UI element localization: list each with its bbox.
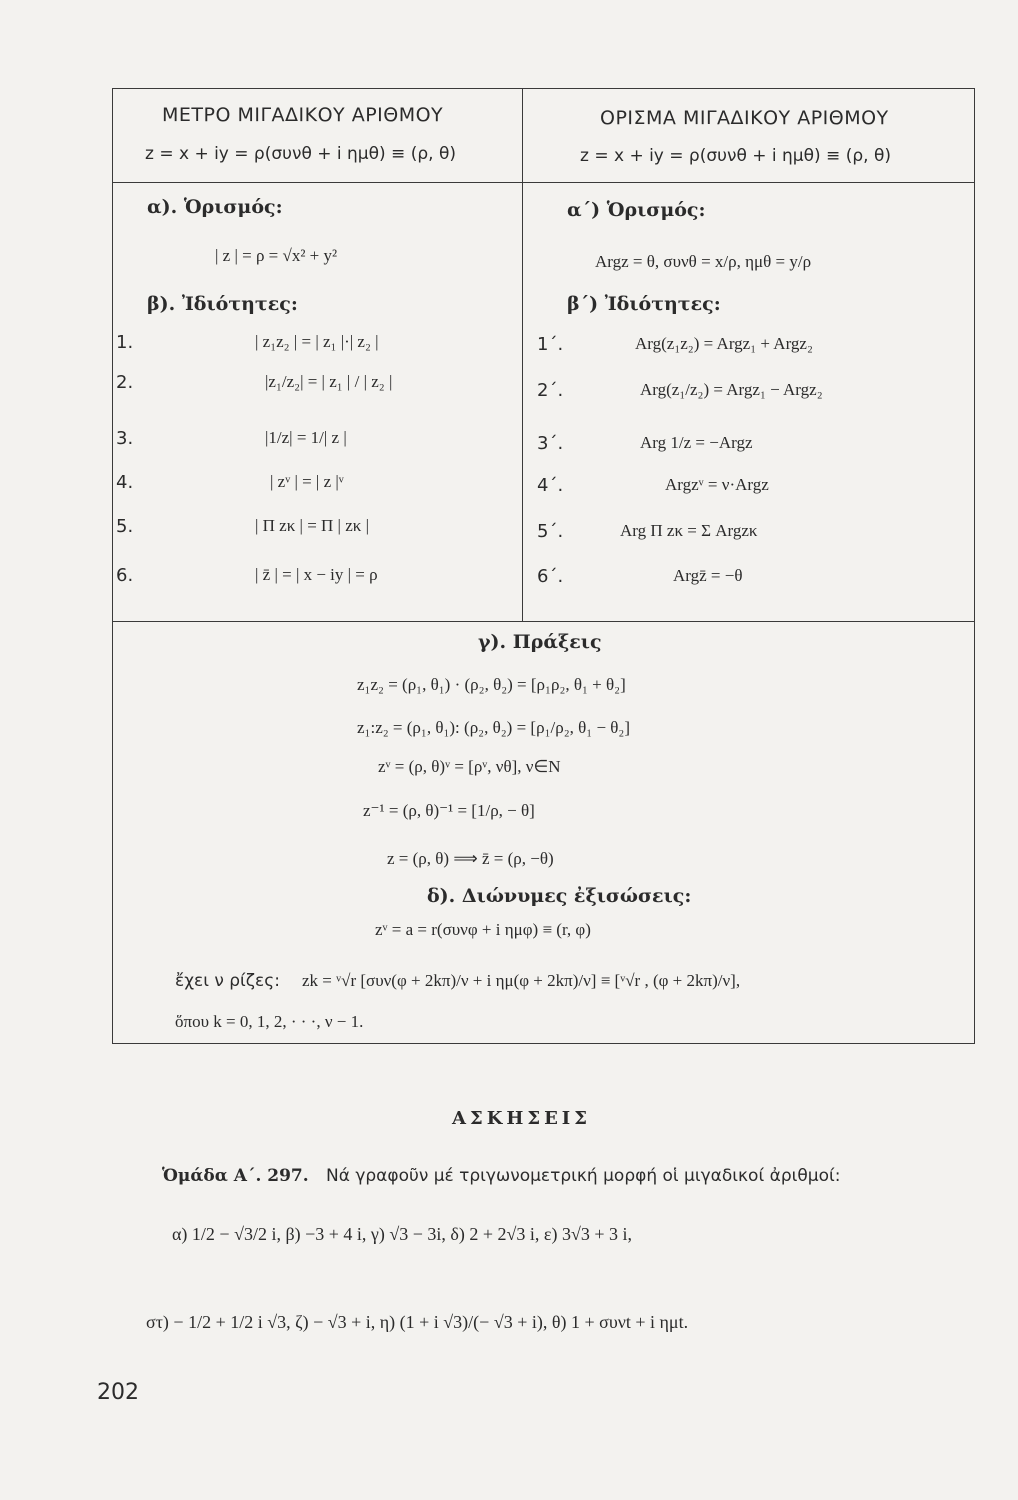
- operation-line: zᵛ = (ρ, θ)ᵛ = [ρᵛ, νθ], ν∈N: [378, 757, 561, 776]
- exercise-row: α) 1/2 − √3/2 i, β) −3 + 4 i, γ) √3 − 3i, δ) 2 + 2√3 i, ε) 3√3 + 3 i,: [172, 1224, 632, 1244]
- header-divider: [112, 182, 975, 183]
- operations-label: γ). Πράξεις: [478, 631, 602, 653]
- left-prop-formula: |1/z| = 1/| z |: [265, 428, 347, 447]
- right-prop-formula: Argz̄ = −θ: [673, 566, 743, 585]
- left-prop-formula: |z₁/z₂| = | z₁ | / | z₂ |: [265, 372, 393, 391]
- left-prop-number: 5.: [116, 516, 134, 537]
- right-prop-number: 2΄.: [537, 380, 564, 401]
- left-properties-label: β). Ἰδιότητες:: [147, 293, 298, 315]
- right-prop-number: 3΄.: [537, 433, 564, 454]
- binomial-equation: zᵛ = a = r(συνφ + i ημφ) ≡ (r, φ): [375, 920, 591, 939]
- left-prop-number: 2.: [116, 372, 134, 393]
- right-prop-formula: Argzᵛ = ν·Argz: [665, 475, 769, 494]
- left-header-formula: z = x + iy = ρ(συνθ + i ημθ) ≡ (ρ, θ): [145, 144, 456, 164]
- exercise-group-label: Ὁμάδα Α΄. 297.: [162, 1166, 309, 1186]
- left-prop-number: 4.: [116, 472, 134, 493]
- right-definition-formula: Argz = θ, συνθ = x/ρ, ημθ = y/ρ: [595, 252, 812, 271]
- right-prop-number: 4΄.: [537, 475, 564, 496]
- operation-line: z₁:z₂ = (ρ₁, θ₁): (ρ₂, θ₂) = [ρ₁/ρ₂, θ₁ − θ₂]: [357, 718, 631, 737]
- left-definition-formula: | z | = ρ = √x² + y²: [215, 246, 338, 265]
- right-prop-formula: Arg Π zκ = Σ Argzκ: [620, 521, 758, 540]
- left-title: ΜΕΤΡΟ ΜΙΓΑΔΙΚΟΥ ΑΡΙΘΜΟΥ: [162, 104, 444, 126]
- left-prop-formula: | z₁z₂ | = | z₁ |·| z₂ |: [255, 332, 379, 351]
- right-properties-label: β΄) Ἰδιότητες:: [567, 293, 721, 315]
- left-definition-label: α). Ὁρισμός:: [147, 196, 283, 218]
- operation-line: z⁻¹ = (ρ, θ)⁻¹ = [1/ρ, − θ]: [363, 801, 535, 820]
- right-header-formula: z = x + iy = ρ(συνθ + i ημθ) ≡ (ρ, θ): [580, 146, 891, 166]
- operation-line: z = (ρ, θ) ⟹ z̄ = (ρ, −θ): [387, 849, 554, 868]
- left-prop-number: 6.: [116, 565, 134, 586]
- right-prop-number: 5΄.: [537, 521, 564, 542]
- operation-line: z₁z₂ = (ρ₁, θ₁) · (ρ₂, θ₂) = [ρ₁ρ₂, θ₁ + θ₂]: [357, 675, 626, 694]
- roots-index-range: ὅπου k = 0, 1, 2, · · ·, ν − 1.: [175, 1012, 364, 1031]
- exercises-title: ΑΣΚΗΣΕΙΣ: [452, 1108, 591, 1129]
- left-prop-number: 1.: [116, 332, 134, 353]
- right-prop-number: 6΄.: [537, 566, 564, 587]
- binomial-label: δ). Διώνυμες ἐξισώσεις:: [427, 885, 692, 907]
- right-prop-number: 1΄.: [537, 334, 564, 355]
- roots-prefix: ἔχει ν ρίζες:: [175, 971, 280, 991]
- left-prop-number: 3.: [116, 428, 134, 449]
- roots-formula: zk = ᵛ√r [συν(φ + 2kπ)/ν + i ημ(φ + 2kπ)/ν] ≡ [ᵛ√r , (φ + 2kπ)/ν],: [302, 971, 741, 990]
- left-prop-formula: | z̄ | = | x − iy | = ρ: [255, 565, 378, 584]
- left-prop-formula: | zᵛ | = | z |ᵛ: [270, 472, 344, 491]
- right-definition-label: α΄) Ὁρισμός:: [567, 199, 706, 221]
- right-title: ΟΡΙΣΜΑ ΜΙΓΑΔΙΚΟΥ ΑΡΙΘΜΟΥ: [600, 107, 889, 129]
- right-prop-formula: Arg(z₁/z₂) = Argz₁ − Argz₂: [640, 380, 823, 399]
- right-prop-formula: Arg 1/z = −Argz: [640, 433, 753, 452]
- right-prop-formula: Arg(z₁z₂) = Argz₁ + Argz₂: [635, 334, 813, 353]
- left-prop-formula: | Π zκ | = Π | zκ |: [255, 516, 369, 535]
- section-divider: [112, 621, 975, 622]
- page-number: 202: [97, 1380, 139, 1405]
- column-divider: [522, 88, 523, 622]
- exercise-row: στ) − 1/2 + 1/2 i √3, ζ) − √3 + i, η) (1 + i √3)/(− √3 + i), θ) 1 + συνt + i ημt.: [146, 1312, 689, 1332]
- exercise-prompt: Νά γραφοῦν μέ τριγωνομετρική μορφή οἱ μιγαδικοί ἀριθμοί:: [326, 1166, 841, 1186]
